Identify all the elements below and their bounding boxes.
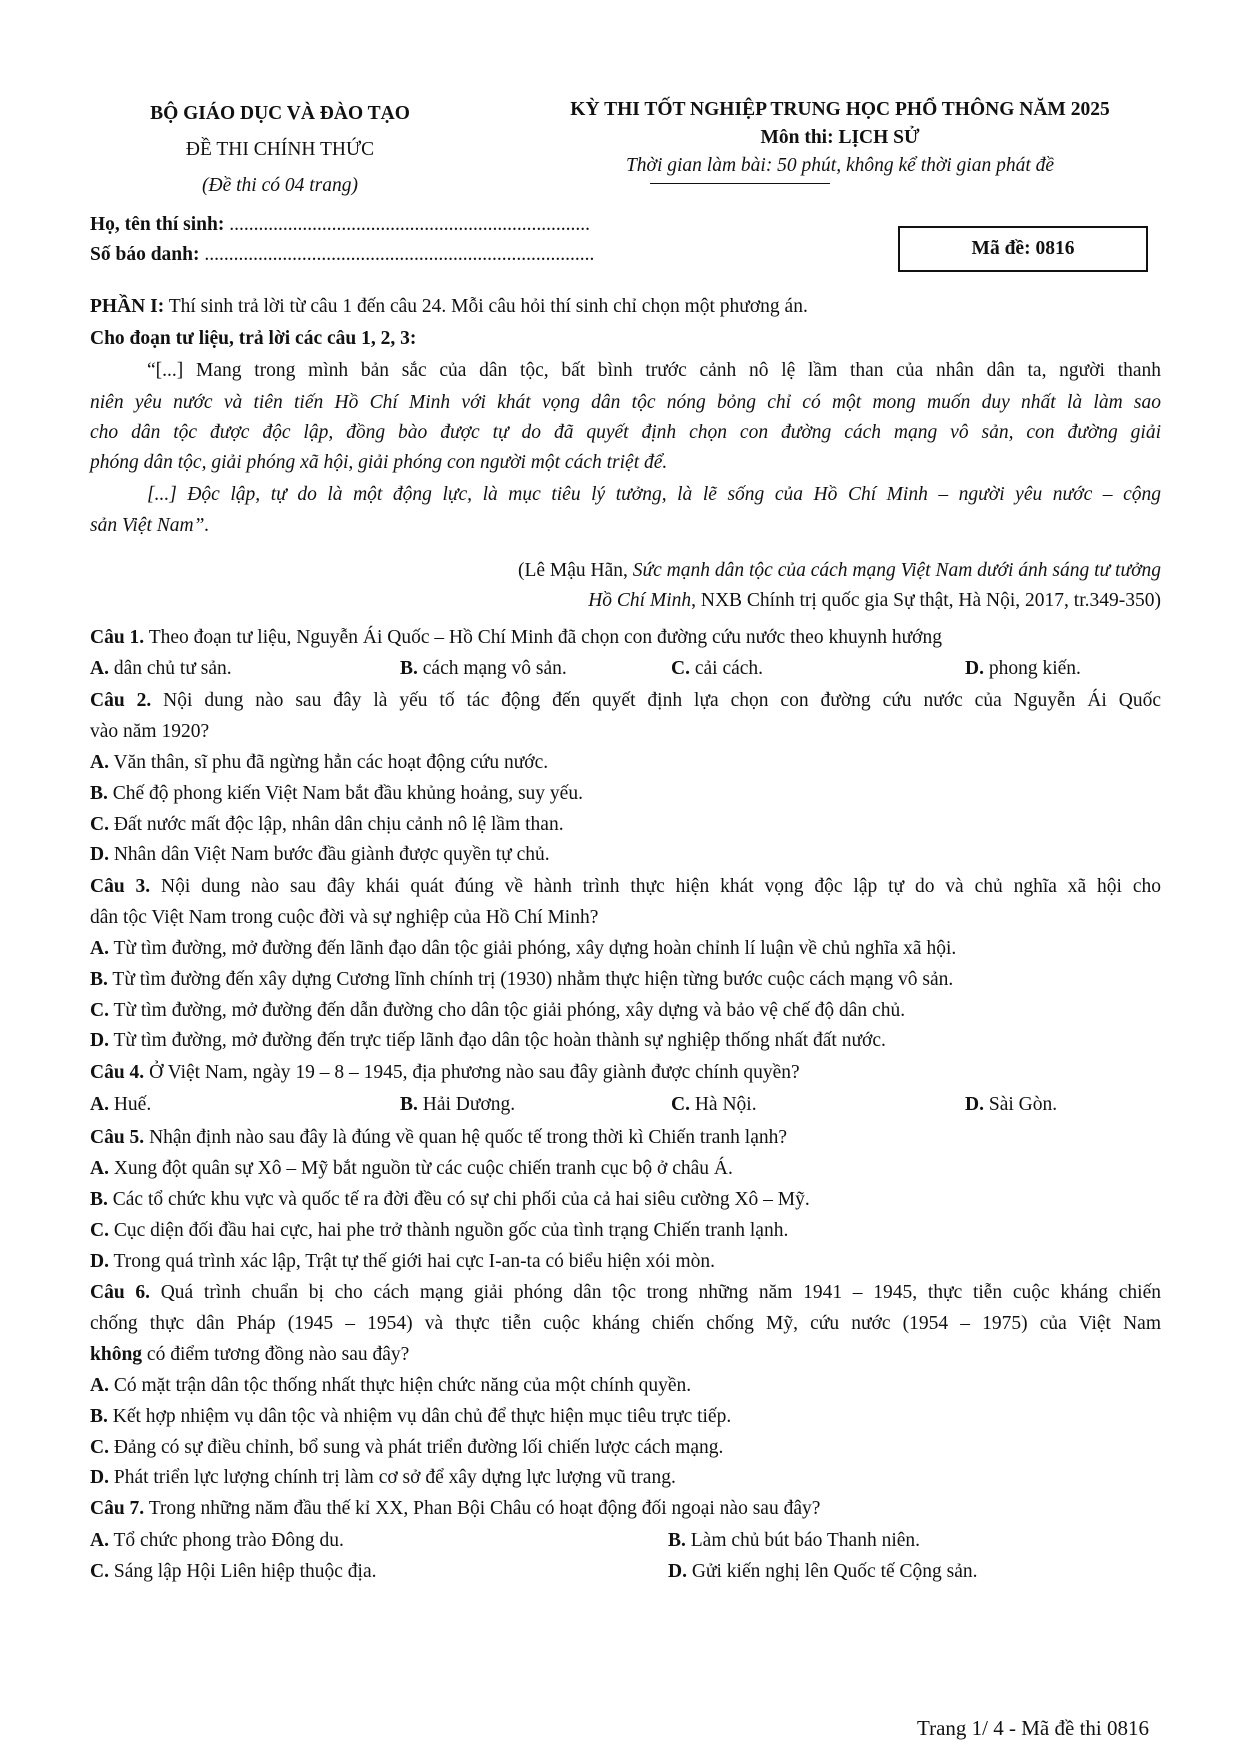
time-note: Thời gian làm bài: 50 phút, không kể thời gian phát đề xyxy=(625,155,1055,176)
option-letter: A. xyxy=(90,1530,109,1551)
answer-option xyxy=(400,1090,515,1120)
answer-option xyxy=(668,1526,920,1556)
option-text: Xung đột quân sự Xô – Mỹ bắt nguồn từ các cuộc chiến tranh cục bộ ở châu Á. xyxy=(108,1158,733,1179)
part1-instruction: PHẦN I: Thí sinh trả lời từ câu 1 đến câu 24. Mỗi câu hỏi thí sinh chỉ chọn một phương án. xyxy=(90,296,808,317)
option-text: Đảng có sự điều chỉnh, bổ sung và phát triển đường lối chiến lược cách mạng. xyxy=(108,1437,724,1458)
passage-line: phóng dân tộc, giải phóng xã hội, giải phóng con người một cách triệt để. xyxy=(90,452,668,473)
answer-option xyxy=(90,1371,691,1401)
option-letter: D. xyxy=(90,1467,109,1488)
answer-option xyxy=(965,654,1081,684)
option-letter: A. xyxy=(90,752,109,773)
option-letter: C. xyxy=(671,1094,690,1115)
candidate-id-label: Số báo danh: xyxy=(90,244,200,265)
source-line-2: Hồ Chí Minh, NXB Chính trị quốc gia Sự thật, Hà Nội, 2017, tr.349-350) xyxy=(588,590,1161,611)
option-text: Từ tìm đường đến xây dựng Cương lĩnh chính trị (1930) nhằm thực hiện từng bước cuộc cách mạng vô sản. xyxy=(107,969,954,990)
candidate-name-label: Họ, tên thí sinh: xyxy=(90,214,225,235)
header-left xyxy=(90,96,470,204)
option-letter: B. xyxy=(668,1530,686,1551)
option-text: Phát triển lực lượng chính trị làm cơ sở để xây dựng lực lượng vũ trang. xyxy=(108,1467,676,1488)
question-number: Câu 4. xyxy=(90,1062,145,1083)
passage-line: niên yêu nước và tiên tiến Hồ Chí Minh với khát vọng dân tộc nóng bỏng chỉ có một mong muốn duy nhất là làm sao xyxy=(90,392,1161,413)
option-letter: B. xyxy=(90,1406,108,1427)
option-text: Trong quá trình xác lập, Trật tự thế giới hai cực I-an-ta có biểu hiện xói mòn. xyxy=(108,1251,716,1272)
option-text: Từ tìm đường, mở đường đến trực tiếp lãnh đạo dân tộc hoàn thành sự nghiệp thống nhất đất nước. xyxy=(108,1030,886,1051)
question-stem-line: Câu 6. Quá trình chuẩn bị cho cách mạng giải phóng dân tộc trong những năm 1941 – 1945, thực tiễn cuộc kháng chiến xyxy=(90,1282,1161,1303)
candidate-name-line xyxy=(90,214,590,236)
option-text: phong kiến. xyxy=(983,658,1081,679)
answer-option xyxy=(90,965,953,995)
option-text: Chế độ phong kiến Việt Nam bắt đầu khủng hoảng, suy yếu. xyxy=(107,783,583,804)
answer-option xyxy=(90,1402,731,1432)
option-letter: A. xyxy=(90,1158,109,1179)
option-letter: B. xyxy=(90,969,108,990)
question-stem-line: không có điểm tương đồng nào sau đây? xyxy=(90,1344,410,1365)
option-text: Cục diện đối đầu hai cực, hai phe trở thành nguồn gốc của tình trạng Chiến tranh lạnh. xyxy=(108,1220,789,1241)
option-letter: D. xyxy=(965,1094,984,1115)
ministry-name: BỘ GIÁO DỤC VÀ ĐÀO TẠO xyxy=(150,103,410,124)
option-text: Sài Gòn. xyxy=(983,1094,1058,1115)
answer-option xyxy=(400,654,567,684)
option-letter: C. xyxy=(90,1561,109,1582)
option-letter: D. xyxy=(90,1030,109,1051)
option-letter: D. xyxy=(965,658,984,679)
option-text: dân chủ tư sản. xyxy=(108,658,232,679)
subject: LỊCH SỬ xyxy=(838,127,920,148)
passage-line: sản Việt Nam”. xyxy=(90,515,210,536)
part1-label: PHẦN I: xyxy=(90,296,165,317)
header-divider xyxy=(650,183,830,184)
question-stem-line: vào năm 1920? xyxy=(90,721,210,742)
answer-option xyxy=(90,810,564,840)
answer-option xyxy=(90,840,550,870)
option-letter: B. xyxy=(400,658,418,679)
question-stem-line: Câu 4. Ở Việt Nam, ngày 19 – 8 – 1945, địa phương nào sau đây giành được chính quyền? xyxy=(90,1062,800,1083)
answer-option xyxy=(90,1185,810,1215)
option-text: Đất nước mất độc lập, nhân dân chịu cảnh nô lệ lầm than. xyxy=(108,814,564,835)
answer-option xyxy=(90,1557,377,1587)
option-text: Các tổ chức khu vực và quốc tế ra đời đều có sự chi phối của cả hai siêu cường Xô – Mỹ. xyxy=(107,1189,810,1210)
candidate-name-dots: .......................................................................... xyxy=(229,214,590,235)
option-text: cách mạng vô sản. xyxy=(417,658,567,679)
passage-line: cho dân tộc được độc lập, đồng bào được tự do đã quyết định chọn con đường cách mạng vô sản, con đường giải xyxy=(90,422,1161,443)
option-letter: A. xyxy=(90,658,109,679)
source-line-1: (Lê Mậu Hãn, Sức mạnh dân tộc của cách mạng Việt Nam dưới ánh sáng tư tưởng xyxy=(517,560,1161,581)
question-stem-line: Câu 2. Nội dung nào sau đây là yếu tố tác động đến quyết định lựa chọn con đường cứu nước của Nguyễn Ái Quốc xyxy=(90,690,1161,711)
official-label: ĐỀ THI CHÍNH THỨC xyxy=(185,139,375,160)
option-text: Làm chủ bút báo Thanh niên. xyxy=(685,1530,921,1551)
option-text: Có mặt trận dân tộc thống nhất thực hiện chức năng của một chính quyền. xyxy=(108,1375,692,1396)
option-letter: D. xyxy=(668,1561,687,1582)
passage-line: [...] Độc lập, tự do là một động lực, là mục tiêu lý tưởng, là lẽ sống của Hồ Chí Minh – người yêu nước – cộng xyxy=(147,484,1161,505)
option-letter: A. xyxy=(90,1375,109,1396)
candidate-id-dots: ................................................................................ xyxy=(204,244,595,265)
option-text: Kết hợp nhiệm vụ dân tộc và nhiệm vụ dân chủ để thực hiện mục tiêu trực tiếp. xyxy=(107,1406,732,1427)
answer-option xyxy=(90,1526,344,1556)
answer-option xyxy=(671,654,763,684)
option-text: Từ tìm đường, mở đường đến dẫn đường cho dân tộc giải phóng, xây dựng và bảo vệ chế độ dân chủ. xyxy=(108,1000,906,1021)
option-text: Huế. xyxy=(108,1094,152,1115)
answer-option xyxy=(90,1090,151,1120)
passage-line: “[...] Mang trong mình bản sắc của dân tộc, bất bình trước cảnh nô lệ lầm than của nhân dân ta, người thanh xyxy=(147,360,1161,381)
answer-option xyxy=(90,1026,886,1056)
question-number: Câu 3. xyxy=(90,876,151,897)
question-stem-line: dân tộc Việt Nam trong cuộc đời và sự nghiệp của Hồ Chí Minh? xyxy=(90,907,599,928)
answer-option xyxy=(90,1247,715,1277)
option-text: cải cách. xyxy=(689,658,764,679)
option-letter: D. xyxy=(90,844,109,865)
question-number: Câu 1. xyxy=(90,627,145,648)
option-text: Hải Dương. xyxy=(417,1094,516,1115)
option-text: Hà Nội. xyxy=(689,1094,757,1115)
answer-option xyxy=(90,934,956,964)
answer-option xyxy=(965,1090,1057,1120)
option-letter: B. xyxy=(90,783,108,804)
option-text: Tổ chức phong trào Đông du. xyxy=(108,1530,344,1551)
answer-option xyxy=(90,1154,733,1184)
option-letter: D. xyxy=(90,1251,109,1272)
option-letter: B. xyxy=(90,1189,108,1210)
answer-option xyxy=(90,1433,723,1463)
option-text: Nhân dân Việt Nam bước đầu giành được quyền tự chủ. xyxy=(108,844,550,865)
option-text: Gửi kiến nghị lên Quốc tế Cộng sản. xyxy=(686,1561,978,1582)
answer-option xyxy=(90,779,583,809)
question-number: Câu 2. xyxy=(90,690,152,711)
question-stem-line: Câu 7. Trong những năm đầu thế kỉ XX, Phan Bội Châu có hoạt động đối ngoại nào sau đây? xyxy=(90,1498,821,1519)
exam-code-box: Mã đề: 0816 xyxy=(898,226,1148,272)
pages-note: (Đề thi có 04 trang) xyxy=(202,175,358,196)
answer-option xyxy=(90,1216,788,1246)
answer-option xyxy=(90,1463,676,1493)
question-number: Câu 5. xyxy=(90,1127,145,1148)
option-letter: A. xyxy=(90,1094,109,1115)
option-text: Sáng lập Hội Liên hiệp thuộc địa. xyxy=(108,1561,377,1582)
option-letter: C. xyxy=(90,1220,109,1241)
option-letter: C. xyxy=(90,1000,109,1021)
subject-line: Môn thi: LỊCH SỬ xyxy=(760,127,920,148)
answer-option xyxy=(90,654,232,684)
question-stem-line: Câu 3. Nội dung nào sau đây khái quát đúng về hành trình thực hiện khát vọng độc lập tự do và chủ nghĩa xã hội cho xyxy=(90,876,1161,897)
option-text: Từ tìm đường, mở đường đến lãnh đạo dân tộc giải phóng, xây dựng hoàn chỉnh lí luận về chủ nghĩa xã hội. xyxy=(108,938,957,959)
page-footer: Trang 1/ 4 - Mã đề thi 0816 xyxy=(917,1716,1149,1740)
question-number: Câu 7. xyxy=(90,1498,145,1519)
exam-title: KỲ THI TỐT NGHIỆP TRUNG HỌC PHỔ THÔNG NĂM 2025 xyxy=(570,99,1110,120)
question-stem-line: Câu 5. Nhận định nào sau đây là đúng về quan hệ quốc tế trong thời kì Chiến tranh lạnh? xyxy=(90,1127,788,1148)
question-number: Câu 6. xyxy=(90,1282,151,1303)
candidate-id-line xyxy=(90,244,594,266)
question-stem-line: Câu 1. Theo đoạn tư liệu, Nguyễn Ái Quốc – Hồ Chí Minh đã chọn con đường cứu nước theo khuynh hướng xyxy=(90,627,942,648)
header-right xyxy=(490,96,1190,180)
answer-option xyxy=(671,1090,757,1120)
option-letter: C. xyxy=(90,1437,109,1458)
passage-intro: Cho đoạn tư liệu, trả lời các câu 1, 2, 3: xyxy=(90,328,417,349)
option-letter: B. xyxy=(400,1094,418,1115)
option-text: Văn thân, sĩ phu đã ngừng hẳn các hoạt động cứu nước. xyxy=(108,752,549,773)
answer-option xyxy=(668,1557,978,1587)
question-stem-line: chống thực dân Pháp (1945 – 1954) và thực tiễn cuộc kháng chiến chống Mỹ, cứu nước (1954 – 1975) của Việt Nam xyxy=(90,1313,1161,1334)
option-letter: A. xyxy=(90,938,109,959)
answer-option xyxy=(90,748,548,778)
option-letter: C. xyxy=(90,814,109,835)
option-letter: C. xyxy=(671,658,690,679)
answer-option xyxy=(90,996,905,1026)
